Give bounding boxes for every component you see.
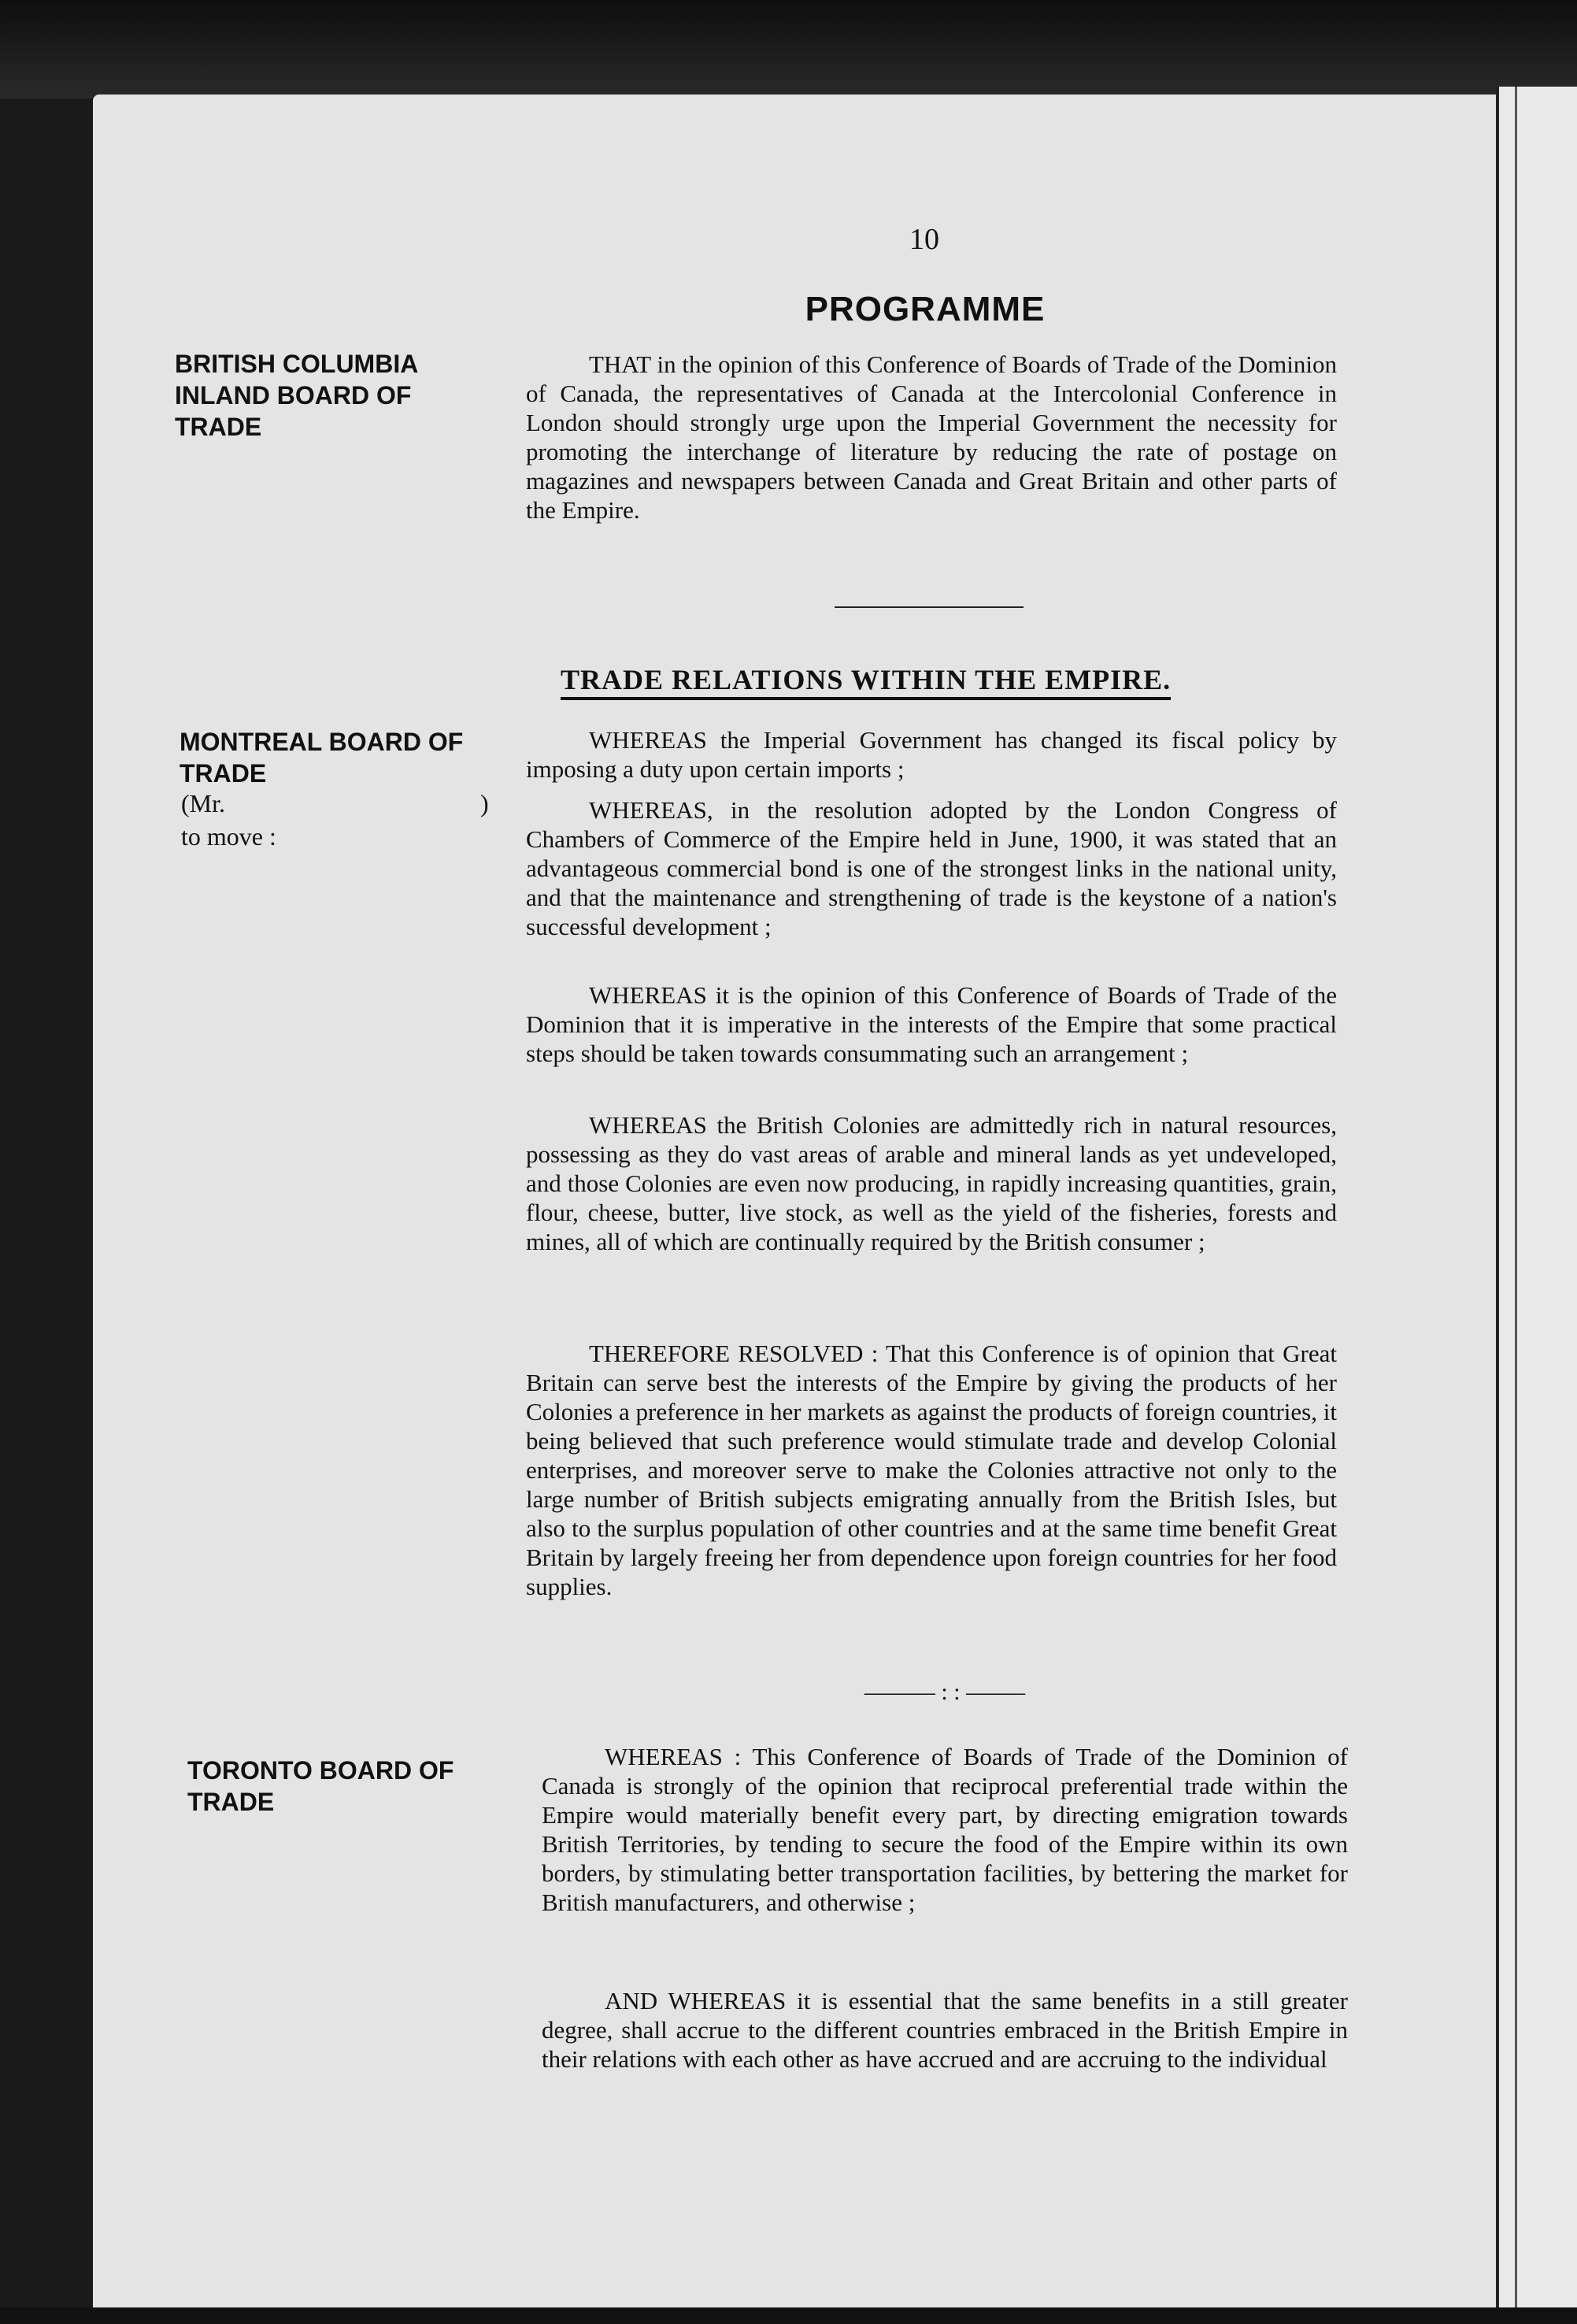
sidebar-toronto-line-2: TRADE bbox=[187, 1788, 275, 1816]
sidebar-toronto-label bbox=[187, 1755, 453, 1818]
page-heading: PROGRAMME bbox=[805, 290, 1046, 328]
sidebar-bc-line-1: BRITISH COLUMBIA bbox=[175, 350, 419, 378]
whereas-1: WHEREAS the Imperial Government has changed its fiscal policy by imposing a duty upon certain imports ; bbox=[526, 726, 1337, 783]
sidebar-montreal-line-2: TRADE bbox=[180, 759, 267, 788]
section-title: TRADE RELATIONS WITHIN THE EMPIRE. bbox=[561, 663, 1171, 700]
sidebar-montreal-line-1: MONTREAL BOARD OF bbox=[180, 728, 464, 756]
scan-background-bottom bbox=[0, 2307, 1577, 2324]
sidebar-montreal-label bbox=[180, 726, 463, 789]
page-number: 10 bbox=[909, 223, 939, 256]
whereas-2: WHEREAS, in the resolution adopted by the London Congress of Chambers of Commerce of the Empire held in June, 1900, it was stated that an advantageous commercial bond is one of the strongest links in the national unity, and that the maintenance and strengthening of trade is the keystone of a nation's successful development ; bbox=[526, 796, 1337, 940]
sidebar-toronto-line-1: TORONTO BOARD OF bbox=[187, 1756, 454, 1785]
sidebar-bc-line-2: INLAND BOARD OF bbox=[175, 381, 412, 410]
therefore-resolved: THEREFORE RESOLVED : That this Conference is of opinion that Great Britain can serve best the interests of the Empire by giving the products of her Colonies a preference in her markets as against the products of foreign countries, it being believed that such preference would stimulate trade and develop Colonial enterprises, and moreover serve to make the Colonies attractive not only to the large number of British subjects emigrating annually from the British Isles, but also to the surplus population of other countries and at the same time benefit Great Britain by largely freeing her from dependence upon foreign countries for her food supplies. bbox=[526, 1340, 1337, 1600]
resolution-separator: ——— : : ——– bbox=[864, 1679, 1026, 1705]
toronto-whereas-2: AND WHEREAS it is essential that the same benefits in a still greater degree, shall accrue to the different countries embraced in the British Empire in their relations with each other as have accrued and are accruing to the individual bbox=[542, 1987, 1348, 2073]
sidebar-montreal-action: to move : bbox=[181, 822, 276, 851]
toronto-whereas-1: WHEREAS : This Conference of Boards of Trade of the Dominion of Canada is strongly of the opinion that reciprocal preferential trade within the Empire would materially benefit every part, by directing emigration towards British Territories, by tending to secure the food of the Empire within its own borders, by stimulating better transportation facilities, by bettering the market for British manufacturers, and otherwise ; bbox=[542, 1743, 1348, 1916]
resolution-bc: THAT in the opinion of this Conference of Boards of Trade of the Dominion of Canada, the representatives of Canada at the Intercolonial Conference in London should strongly urge upon the Imperial Government the necessity for promoting the interchange of literature by reducing the rate of postage on magazines and newspapers between Canada and Great Britain and other parts of the Empire. bbox=[526, 350, 1337, 524]
scan-background-top bbox=[0, 0, 1577, 98]
whereas-3: WHEREAS it is the opinion of this Conference of Boards of Trade of the Dominion that it is imperative in the interests of the Empire that some practical steps should be taken towards consummating such an arrangement ; bbox=[526, 981, 1337, 1067]
sidebar-bc-label bbox=[175, 348, 418, 443]
facing-page-edge bbox=[1496, 87, 1577, 2324]
whereas-4: WHEREAS the British Colonies are admittedly rich in natural resources, possessing as they do vast areas of arable and mineral lands as yet undeveloped, and those Colonies are even now producing, in rapidly increasing quantities, grain, flour, cheese, butter, live stock, as well as the yield of the fisheries, forests and mines, all of which are continually required by the British consumer ; bbox=[526, 1111, 1337, 1255]
sidebar-montreal-paren: ) bbox=[480, 789, 489, 817]
page-edge-line bbox=[1515, 87, 1517, 2324]
sidebar-bc-line-3: TRADE bbox=[175, 413, 262, 441]
section-divider bbox=[835, 606, 1024, 608]
sidebar-montreal-mover: (Mr. bbox=[181, 789, 225, 817]
